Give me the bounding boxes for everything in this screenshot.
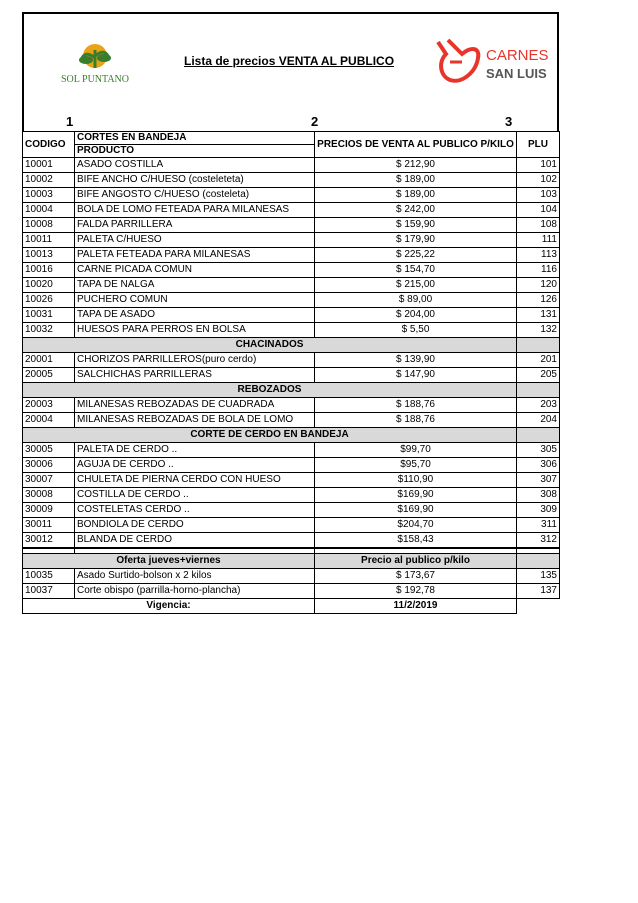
col-number-3: 3 [505,114,513,129]
section-plu-cell [517,428,560,443]
logo-right-line1: CARNES [486,47,549,64]
table-row [23,413,560,428]
product-name: PALETA DE CERDO .. [75,443,315,458]
product-price: $204,70 [315,518,517,533]
section-header-row [23,383,560,398]
table-row [23,518,560,533]
product-price: $95,70 [315,458,517,473]
offer-header: Oferta jueves+viernes [23,554,315,569]
product-price: $ 139,90 [315,353,517,368]
product-plu: 101 [517,158,560,173]
product-price: $ 189,00 [315,173,517,188]
table-row [23,293,560,308]
product-price: $158,43 [315,533,517,548]
product-name: MILANESAS REBOZADAS DE CUADRADA [75,398,315,413]
product-code: 20001 [23,353,75,368]
col-header-cortes: CORTES EN BANDEJA [75,132,315,145]
sheet-header [22,12,559,114]
product-code: 30008 [23,488,75,503]
product-price: $ 225,22 [315,248,517,263]
product-name: TAPA DE ASADO [75,308,315,323]
product-name: BIFE ANGOSTO C/HUESO (costeleta) [75,188,315,203]
product-price: $ 154,70 [315,263,517,278]
col-header-plu: PLU [517,132,560,158]
product-name: CHULETA DE PIERNA CERDO CON HUESO [75,473,315,488]
table-row [23,503,560,518]
product-plu: 108 [517,218,560,233]
product-plu: 205 [517,368,560,383]
product-name: BLANDA DE CERDO [75,533,315,548]
product-plu: 104 [517,203,560,218]
product-price: $ 159,90 [315,218,517,233]
table-row [23,398,560,413]
product-code: 10013 [23,248,75,263]
column-number-row [22,114,559,131]
product-code: 10016 [23,263,75,278]
product-price: $99,70 [315,443,517,458]
product-plu: 132 [517,323,560,338]
logo-left-text: SOL PUNTANO [61,74,129,85]
product-plu: 102 [517,173,560,188]
product-code: 10032 [23,323,75,338]
offer-table [22,548,560,614]
product-price: $169,90 [315,503,517,518]
carnes-san-luis-logo [432,32,558,94]
offer-plu: 135 [517,569,560,584]
product-price: $ 188,76 [315,413,517,428]
product-plu: 306 [517,458,560,473]
product-code: 10001 [23,158,75,173]
section-title: REBOZADOS [23,383,517,398]
table-row [23,458,560,473]
col-header-producto: PRODUCTO [75,145,315,158]
table-row [23,533,560,548]
table-row [23,323,560,338]
product-code: 20005 [23,368,75,383]
table-row [23,188,560,203]
product-name: AGUJA DE CERDO .. [75,458,315,473]
product-code: 30012 [23,533,75,548]
product-name: CHORIZOS PARRILLEROS(puro cerdo) [75,353,315,368]
product-price: $ 89,00 [315,293,517,308]
product-plu: 131 [517,308,560,323]
product-name: HUESOS PARA PERROS EN BOLSA [75,323,315,338]
section-title: CHACINADOS [23,338,517,353]
product-name: COSTELETAS CERDO .. [75,503,315,518]
price-list-sheet [22,12,559,614]
product-price: $ 215,00 [315,278,517,293]
product-plu: 309 [517,503,560,518]
vigencia-label: Vigencia: [23,599,315,614]
section-title: CORTE DE CERDO EN BANDEJA [23,428,517,443]
product-price: $ 5,50 [315,323,517,338]
product-plu: 203 [517,398,560,413]
product-code: 20004 [23,413,75,428]
product-plu: 120 [517,278,560,293]
section-header-row [23,428,560,443]
product-plu: 204 [517,413,560,428]
product-code: 30006 [23,458,75,473]
section-plu-cell [517,338,560,353]
product-code: 10026 [23,293,75,308]
product-plu: 201 [517,353,560,368]
product-price: $ 212,90 [315,158,517,173]
product-code: 30009 [23,503,75,518]
offer-row [23,584,560,599]
section-header-row [23,338,560,353]
table-row [23,248,560,263]
product-code: 10004 [23,203,75,218]
product-code: 10002 [23,173,75,188]
section-plu-cell [517,383,560,398]
offer-plu: 137 [517,584,560,599]
table-row [23,158,560,173]
sol-puntano-logo [30,36,160,88]
table-row [23,203,560,218]
product-name: FALDA PARRILLERA [75,218,315,233]
product-name: PALETA C/HUESO [75,233,315,248]
offer-code: 10037 [23,584,75,599]
product-name: BONDIOLA DE CERDO [75,518,315,533]
product-price: $169,90 [315,488,517,503]
product-code: 10011 [23,233,75,248]
product-price: $ 188,76 [315,398,517,413]
product-name: MILANESAS REBOZADAS DE BOLA DE LOMO [75,413,315,428]
table-row [23,353,560,368]
product-plu: 308 [517,488,560,503]
product-plu: 111 [517,233,560,248]
product-plu: 113 [517,248,560,263]
price-table [22,131,560,548]
table-row [23,368,560,383]
product-name: COSTILLA DE CERDO .. [75,488,315,503]
product-price: $ 147,90 [315,368,517,383]
product-name: PUCHERO COMUN [75,293,315,308]
logo-right-line2: SAN LUIS [486,66,547,81]
product-plu: 311 [517,518,560,533]
product-name: TAPA DE NALGA [75,278,315,293]
table-row [23,308,560,323]
product-code: 10003 [23,188,75,203]
product-code: 20003 [23,398,75,413]
offer-code: 10035 [23,569,75,584]
product-name: BOLA DE LOMO FETEADA PARA MILANESAS [75,203,315,218]
product-plu: 103 [517,188,560,203]
col-header-precio: PRECIOS DE VENTA AL PUBLICO P/KILO [315,132,517,158]
product-plu: 126 [517,293,560,308]
product-price: $ 204,00 [315,308,517,323]
product-name: SALCHICHAS PARRILLERAS [75,368,315,383]
table-row [23,473,560,488]
product-code: 30005 [23,443,75,458]
product-plu: 312 [517,533,560,548]
offer-price: $ 173,67 [315,569,517,584]
product-code: 30011 [23,518,75,533]
product-price: $110,90 [315,473,517,488]
col-header-codigo: CODIGO [23,132,75,158]
offer-name: Corte obispo (parrilla-horno-plancha) [75,584,315,599]
table-row [23,263,560,278]
offer-plu-header [517,554,560,569]
product-name: CARNE PICADA COMUN [75,263,315,278]
offer-price-header: Precio al publico p/kilo [315,554,517,569]
table-row [23,488,560,503]
table-row [23,233,560,248]
table-row [23,443,560,458]
product-plu: 305 [517,443,560,458]
vigencia-date: 11/2/2019 [315,599,517,614]
product-code: 30007 [23,473,75,488]
col-number-2: 2 [311,114,319,129]
product-plu: 116 [517,263,560,278]
product-code: 10031 [23,308,75,323]
table-row [23,218,560,233]
column-header-row [23,132,560,145]
product-price: $ 242,00 [315,203,517,218]
product-code: 10008 [23,218,75,233]
vigencia-row [23,599,560,614]
offer-name: Asado Surtido-bolson x 2 kilos [75,569,315,584]
product-name: PALETA FETEADA PARA MILANESAS [75,248,315,263]
product-plu: 307 [517,473,560,488]
offer-row [23,569,560,584]
table-row [23,173,560,188]
offer-price: $ 192,78 [315,584,517,599]
page-title: Lista de precios VENTA AL PUBLICO [184,54,395,68]
table-row [23,278,560,293]
product-price: $ 179,90 [315,233,517,248]
offer-header-row [23,554,560,569]
product-name: ASADO COSTILLA [75,158,315,173]
product-code: 10020 [23,278,75,293]
product-price: $ 189,00 [315,188,517,203]
product-name: BIFE ANCHO C/HUESO (costeleteta) [75,173,315,188]
col-number-1: 1 [66,114,74,129]
